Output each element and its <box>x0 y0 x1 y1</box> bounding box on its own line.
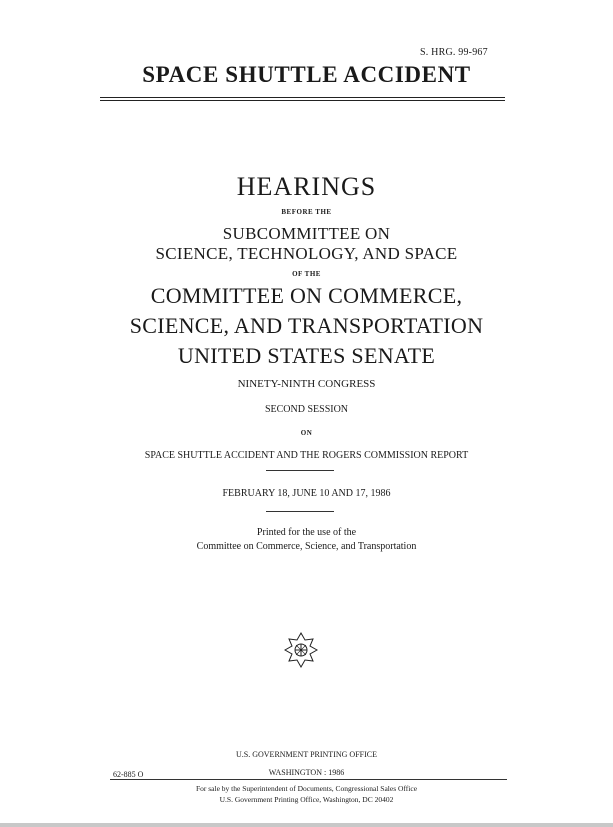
before-the-label: BEFORE THE <box>281 208 332 216</box>
title-rule-top <box>100 97 505 98</box>
document-title: SPACE SHUTTLE ACCIDENT <box>142 62 471 87</box>
subject-line: SPACE SHUTTLE ACCIDENT AND THE ROGERS COMMISSION REPORT <box>144 450 469 461</box>
hearing-serial-number: S. HRG. 99-967 <box>420 47 488 58</box>
of-the-label: OF THE <box>292 270 321 278</box>
sales-notice-line-1: For sale by the Superintendent of Documents, Congressional Sales Office <box>195 784 418 793</box>
committee-line-1: COMMITTEE ON COMMERCE, <box>150 283 463 308</box>
gpo-seal-icon <box>284 631 318 669</box>
gpo-office-line: U.S. GOVERNMENT PRINTING OFFICE <box>236 750 377 759</box>
divider-rule-1 <box>266 470 334 471</box>
washington-year-line: WASHINGTON : 1986 <box>268 768 345 777</box>
senate-line: UNITED STATES SENATE <box>177 343 436 368</box>
hearings-heading: HEARINGS <box>236 172 377 201</box>
gpo-job-code: 62-885 O <box>113 770 144 779</box>
divider-rule-2 <box>266 511 334 512</box>
on-label: ON <box>300 429 313 437</box>
printed-for-line-2: Committee on Commerce, Science, and Transportation <box>196 541 417 552</box>
scan-edge <box>0 823 613 827</box>
congress-line: NINETY-NINTH CONGRESS <box>237 378 376 390</box>
committee-line-2: SCIENCE, AND TRANSPORTATION <box>129 313 484 338</box>
title-rule-bottom <box>100 100 505 101</box>
sales-notice-line-2: U.S. Government Printing Office, Washington, DC 20402 <box>219 795 394 804</box>
subcommittee-line-2: SCIENCE, TECHNOLOGY, AND SPACE <box>155 244 458 263</box>
footer-rule <box>110 779 507 780</box>
printed-for-line-1: Printed for the use of the <box>256 527 357 538</box>
session-line: SECOND SESSION <box>264 404 349 415</box>
subcommittee-line-1: SUBCOMMITTEE ON <box>222 224 391 243</box>
dates-line: FEBRUARY 18, JUNE 10 AND 17, 1986 <box>222 488 391 499</box>
